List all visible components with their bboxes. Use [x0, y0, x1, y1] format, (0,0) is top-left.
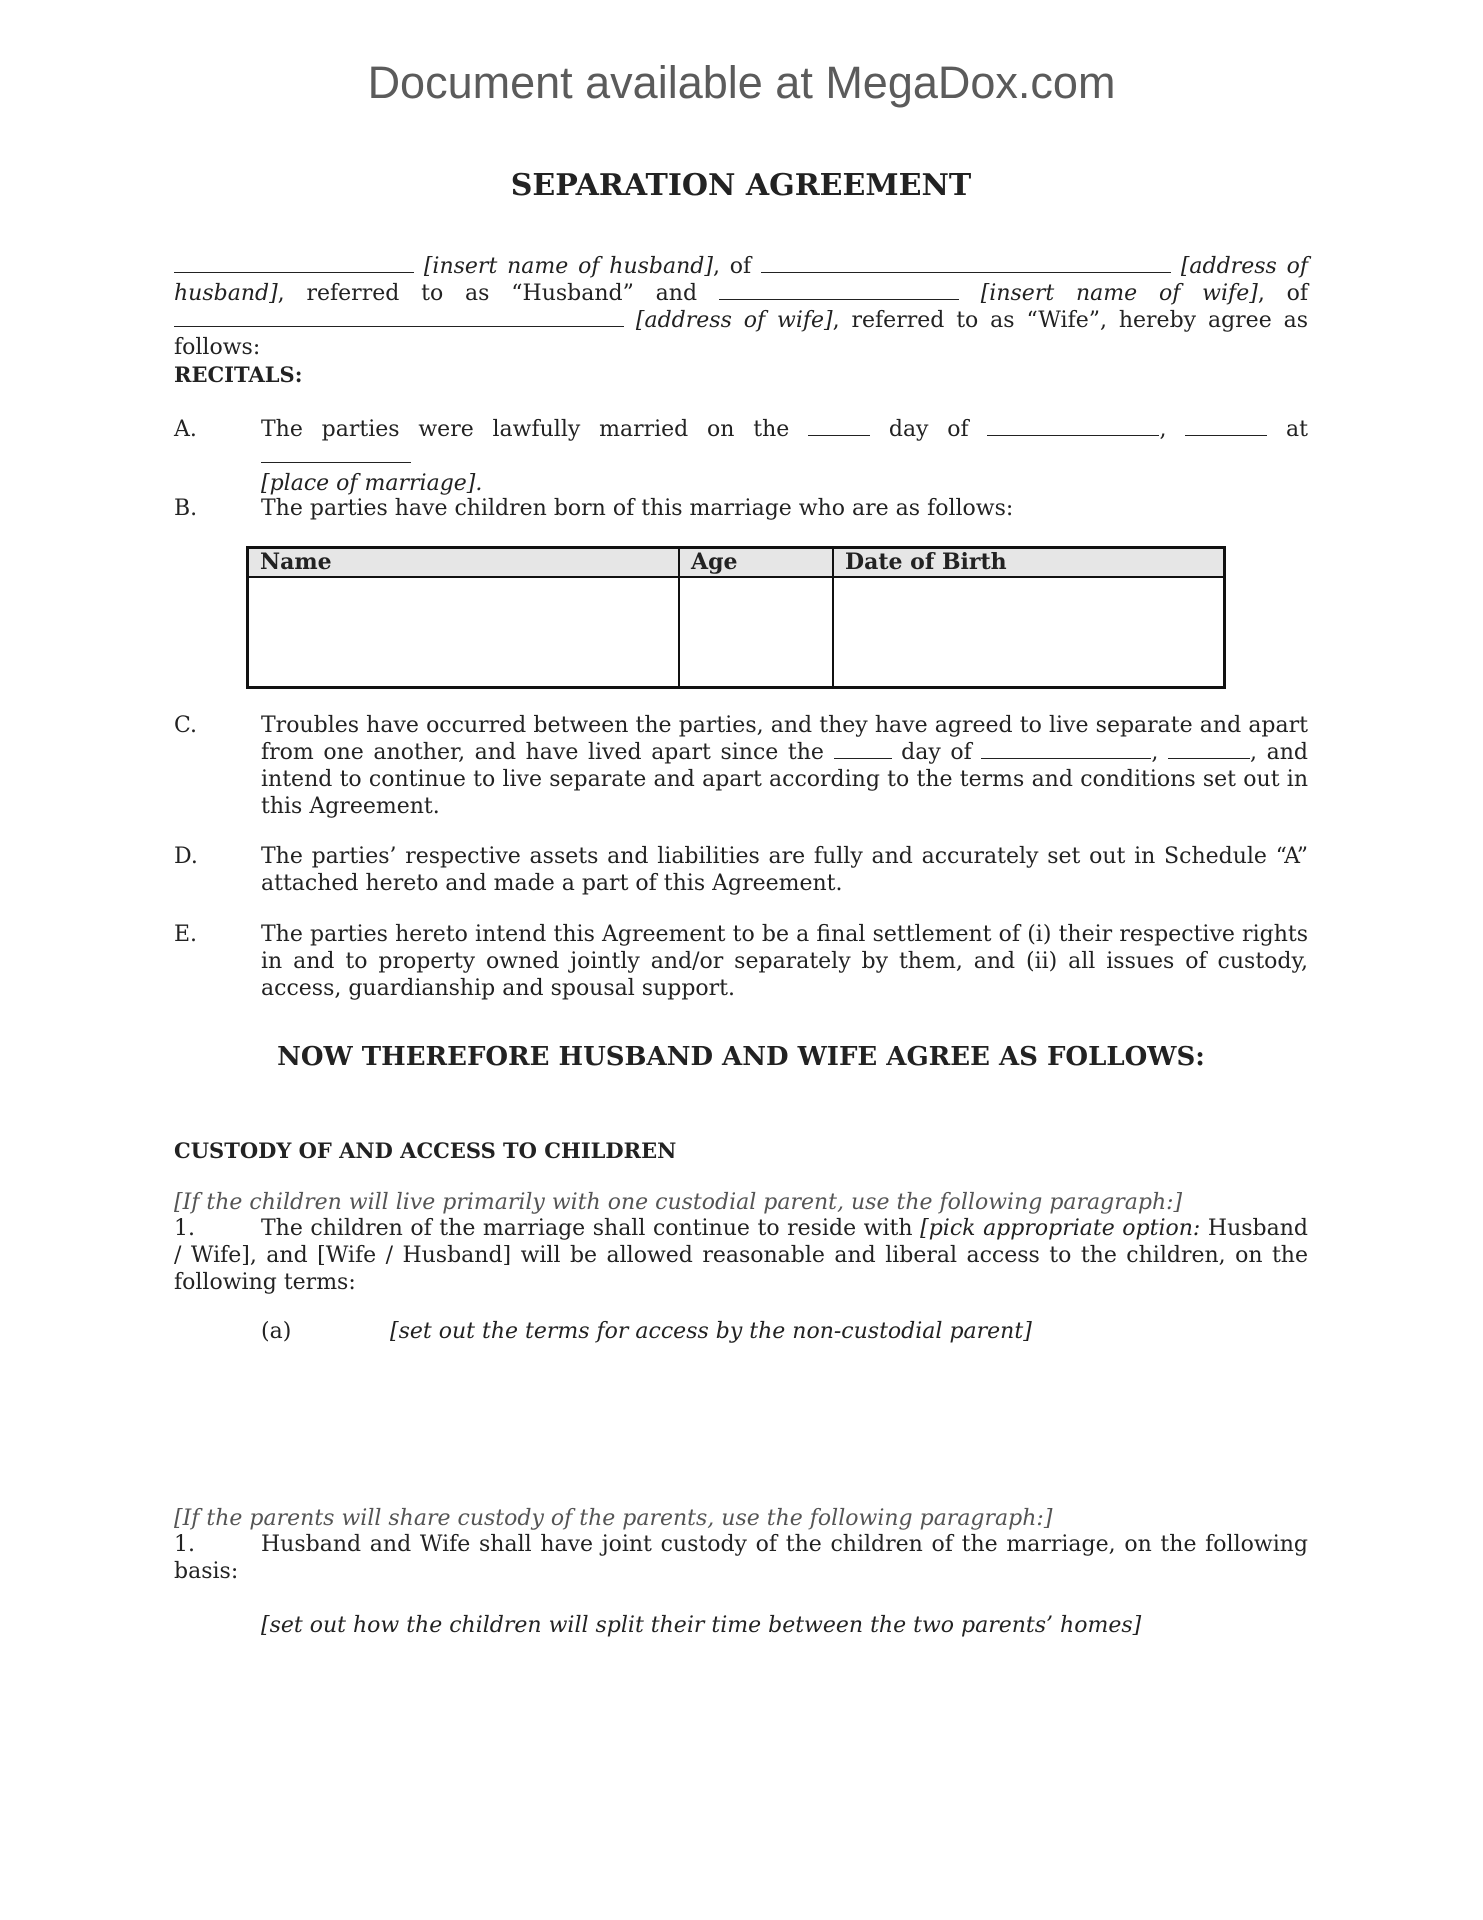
custody-paragraph-joint: [174, 1531, 1308, 1585]
marriage-place-hint: [place of marriage].: [261, 471, 483, 496]
separation-year-blank: [1168, 739, 1250, 759]
recitals-heading: RECITALS:: [174, 362, 303, 387]
children-table: [246, 546, 1226, 689]
intro-referred-husband: , referred to as “Husband” and: [277, 281, 698, 306]
marriage-year-blank: [1185, 416, 1267, 436]
husband-name-hint: [insert name of husband]: [423, 254, 713, 279]
marriage-place-blank: [261, 443, 411, 463]
husband-name-blank: [174, 253, 414, 273]
custody-note-sole: [If the children will live primarily with one custodial parent, use the following paragraph:]: [174, 1190, 1183, 1215]
recital-c-label: C.: [174, 713, 198, 738]
recital-b-text: The parties have children born of this marriage who are as follows:: [261, 496, 1014, 521]
sole-paragraph-text-2: Husband / Wife], and [Wife / Husband] will be allowed reasonable and liberal access to the children, on the following terms:: [174, 1216, 1309, 1295]
children-table-header: [248, 548, 1225, 578]
recital-a-text-1: The parties were lawfully married on the: [261, 417, 790, 442]
sole-paragraph-text-1: The children of the marriage shall continue to reside with: [261, 1216, 913, 1241]
separation-day-blank: [834, 739, 892, 759]
husband-address-blank: [761, 253, 1171, 273]
recital-d-text: The parties’ respective assets and liabilities are fully and accurately set out in Schedule “A” attached hereto and made a part of this Agreement.: [261, 844, 1308, 896]
access-subitem-label: (a): [261, 1319, 292, 1344]
custody-heading: CUSTODY OF AND ACCESS TO CHILDREN: [174, 1138, 677, 1163]
wife-name-hint: [insert name of wife]: [980, 281, 1258, 306]
recital-a-text-2: day of: [888, 417, 969, 442]
wife-address-hint: [address of wife]: [635, 308, 833, 333]
column-header-date-of-birth: Date of Birth: [833, 548, 1225, 578]
recital-c-text-3: , and intend to continue to live separate and apart according to the terms and conditions set out in this Agreement.: [261, 740, 1308, 819]
recital-e-label: E.: [174, 922, 198, 947]
marriage-day-blank: [808, 416, 870, 436]
custody-paragraph-sole: [174, 1215, 1308, 1296]
recital-c-text: Troubles have occurred between the parties, and they have agreed to live separate and apart from one another, and have lived apart since the day of , , and intend to continue to live separate and apart according to the terms and conditions set out in this Agreement.: [261, 713, 1308, 819]
recital-c-text-1: Troubles have occurred between the parties, and they have agreed to live separate and apart from one another, and have lived apart since the: [261, 713, 1308, 765]
access-subitem-hint: [set out the terms for access by the non-custodial parent]: [390, 1319, 1032, 1344]
recital-d-label: D.: [174, 844, 198, 869]
joint-paragraph-number: 1.: [174, 1532, 195, 1557]
sole-paragraph-hint: [pick appropriate option:: [920, 1216, 1201, 1241]
joint-custody-hint: [set out how the children will split their time between the two parents’ homes]: [261, 1613, 1142, 1638]
recital-e-text: The parties hereto intend this Agreement to be a final settlement of (i) their respective rights in and to property owned jointly and/or separately by them, and (ii) all issues of custody, access, guardianship and spousal support.: [261, 922, 1308, 1001]
children-table-row: [248, 577, 1225, 688]
recital-a-text-3: at: [1286, 417, 1309, 442]
joint-paragraph-text: Husband and Wife shall have joint custody of the children of the marriage, on the following basis:: [174, 1532, 1308, 1584]
wife-name-blank: [719, 280, 959, 300]
recital-a-label: A.: [174, 417, 197, 442]
intro-paragraph: [174, 253, 1308, 361]
child-name-cell: [248, 577, 680, 688]
intro-of-2: , of: [1257, 281, 1309, 306]
child-age-cell: [679, 577, 833, 688]
separation-month-blank: [981, 739, 1151, 759]
intro-of-1: , of: [712, 254, 752, 279]
child-dob-cell: [833, 577, 1225, 688]
wife-address-blank: [174, 307, 624, 327]
agree-heading: NOW THEREFORE HUSBAND AND WIFE AGREE AS FOLLOWS:: [277, 1042, 1205, 1072]
column-header-age: Age: [679, 548, 833, 578]
sole-paragraph-number: 1.: [174, 1216, 195, 1241]
source-banner: Document available at MegaDox.com: [367, 57, 1116, 108]
document-title: SEPARATION AGREEMENT: [510, 168, 972, 203]
recital-c-text-2: day of: [901, 740, 972, 765]
custody-note-joint: [If the parents will share custody of the parents, use the following paragraph:]: [174, 1506, 1053, 1531]
recital-b-label: B.: [174, 496, 198, 521]
recital-a-text: The parties were lawfully married on the day of , at [place of marriage].: [261, 417, 1309, 496]
intro-referred-wife: , referred to as “Wife”, hereby agree as follows:: [174, 308, 1308, 360]
column-header-name: Name: [248, 548, 680, 578]
husband-address-hint: [address of husband]: [174, 254, 1308, 306]
marriage-month-blank: [987, 416, 1159, 436]
